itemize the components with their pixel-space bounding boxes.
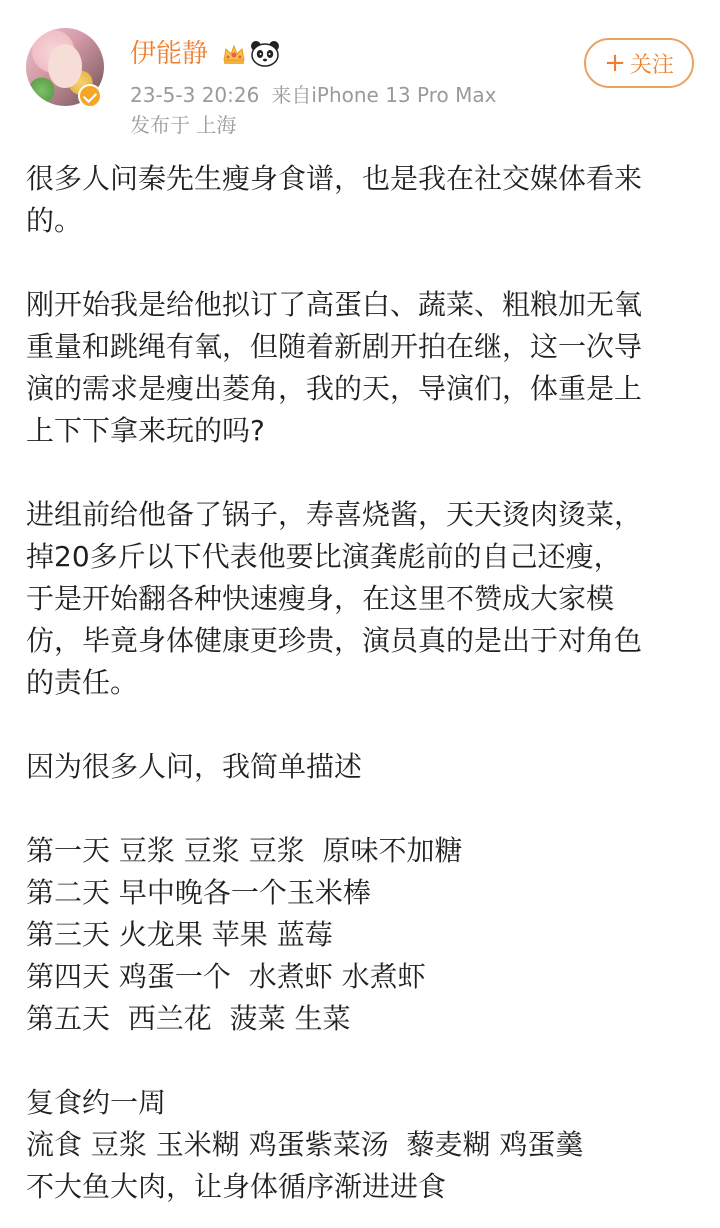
author-name[interactable]: 伊能静	[130, 39, 209, 69]
post-location: 发布于 上海	[130, 113, 237, 137]
content-line: 流食 豆浆 玉米糊 鸡蛋紫菜汤 藜麦糊 鸡蛋羹	[26, 1128, 584, 1161]
content-line: 演的需求是瘦出菱角，我的天，导演们，体重是上	[26, 372, 643, 405]
content-line: 的。	[26, 204, 83, 237]
content-line: 掉20多斤以下代表他要比演龚彪前的自己还瘦，	[26, 540, 622, 573]
paragraph-gap	[26, 452, 696, 494]
post-timestamp: 23-5-3 20:26	[130, 83, 260, 107]
content-line: 很多人问秦先生瘦身食谱，也是我在社交媒体看来	[26, 162, 643, 195]
follow-button-label: 关注	[629, 52, 674, 78]
plus-icon: +	[604, 48, 626, 78]
content-line: 重量和跳绳有氧，但随着新剧开拍在继，这一次导	[26, 330, 643, 363]
paragraph-gap	[26, 704, 696, 746]
diet-day-2: 第二天 早中晚各一个玉米棒	[26, 876, 371, 909]
follow-button[interactable]	[584, 38, 694, 88]
diet-day-3: 第三天 火龙果 苹果 蓝莓	[26, 918, 333, 951]
content-line: 的责任。	[26, 666, 139, 699]
content-line: 因为很多人问，我简单描述	[26, 750, 363, 783]
content-line: 上下下拿来玩的吗?	[26, 414, 265, 447]
content-line: 复食约一周	[26, 1086, 167, 1119]
content-line: 于是开始翻各种快速瘦身，在这里不赞成大家模	[26, 582, 615, 615]
content-line: 仿，毕竟身体健康更珍贵，演员真的是出于对角色	[26, 624, 643, 657]
post-content	[26, 158, 696, 1208]
post-meta	[130, 82, 496, 108]
diet-day-4: 第四天 鸡蛋一个 水煮虾 水煮虾	[26, 960, 426, 993]
panda-icon[interactable]	[250, 40, 280, 68]
diet-day-1: 第一天 豆浆 豆浆 豆浆 原味不加糖	[26, 834, 463, 867]
content-line: 不大鱼大肉，让身体循序渐进进食	[26, 1170, 447, 1203]
post-source: 来自iPhone 13 Pro Max	[271, 83, 497, 107]
diet-day-5: 第五天 西兰花 菠菜 生菜	[26, 1002, 351, 1035]
paragraph-gap	[26, 242, 696, 284]
content-line: 进组前给他备了锅子，寿喜烧酱，天天烫肉烫菜，	[26, 498, 643, 531]
paragraph-gap	[26, 788, 696, 830]
content-line: 刚开始我是给他拟订了高蛋白、蔬菜、粗粮加无氧	[26, 288, 643, 321]
post-header	[0, 0, 720, 148]
crown-icon[interactable]	[220, 40, 248, 68]
paragraph-gap	[26, 1040, 696, 1082]
verified-badge-icon	[78, 84, 102, 108]
avatar-face	[48, 44, 82, 88]
